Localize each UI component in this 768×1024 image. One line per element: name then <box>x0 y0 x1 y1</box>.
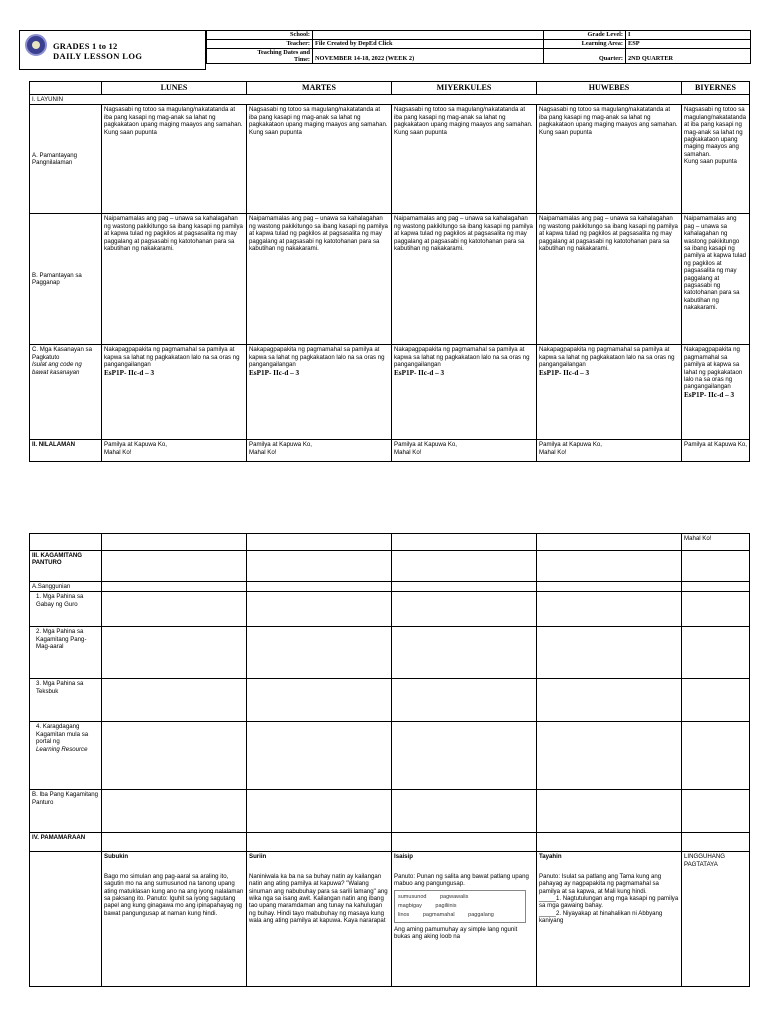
pamamaraan-lunes[interactable] <box>102 833 247 852</box>
row-label-teksbuk: 3. Mga Pahina sa Teksbuk <box>30 679 102 722</box>
gabay-huwebes[interactable] <box>537 592 682 627</box>
karagdagan-huwebes[interactable] <box>537 722 682 790</box>
iba-pang-miyerkules[interactable] <box>392 790 537 833</box>
nilalaman-text1: Pamilya at Kapuwa Ko, <box>104 441 168 449</box>
quarter-value[interactable]: 2ND QUARTER <box>626 49 751 64</box>
teksbuk-miyerkules[interactable] <box>392 679 537 722</box>
word-bank-box <box>394 890 526 923</box>
karagdagan-miyerkules[interactable] <box>392 722 537 790</box>
nilalaman-text2: Mahal Ko! <box>539 448 567 456</box>
tayahin-item-1: _____1. Nagtutulungan ang mga kasapi ng pamilya sa mga gawaing bahay. <box>539 895 679 910</box>
word-bank-item: paggalang <box>468 911 494 918</box>
karagdagan-lunes[interactable] <box>102 722 247 790</box>
pamantayang-text: Nagsasabi ng totoo sa magulang/nakatatanda at iba pang kasapi ng mag-anak sa lahat ng pagkakataon upang maging maayos ang samahan. <box>394 106 533 129</box>
section-pamamaraan: IV. PAMAMARAAN <box>30 833 102 852</box>
cell-pagganap-miyerkules[interactable]: Naipamamalas ang pag – unawa sa kahalagahan ng wastong pakikitungo sa ibang kasapi ng pamilya at kapwa tulad ng pagkilos at pagsasalita ng may paggalang at pagsasabi ng katotohanan para sa kabutihan ng nakakarami. <box>392 214 537 345</box>
suriin-title: Suriin <box>249 853 267 861</box>
day-header-martes: MARTES <box>247 82 392 95</box>
cell-pamantayang-huwebes[interactable] <box>537 105 682 214</box>
mag-aaral-miyerkules[interactable] <box>392 627 537 679</box>
nilalaman-text2: Mahal Ko! <box>104 448 132 456</box>
cell-nilalaman-martes[interactable] <box>247 440 392 462</box>
kasanayan-note: Isulat ang code ng bawat kasanayan <box>32 361 82 376</box>
tayahin-item-2: _____2. Niyayakap at hinahalikan ni Abbyang kaniyang <box>539 909 663 925</box>
form-title-line1: GRADES 1 to 12 <box>53 41 118 51</box>
day-header-biyernes: BIYERNES <box>682 82 750 95</box>
nilalaman-text1: Pamilya at Kapuwa Ko, <box>684 441 748 449</box>
kasanayan-text: Nakapagpapakita ng pagmamahal sa pamilya at kapwa sa lahat ng pagkakataon lalo na sa oras ng pangangailangan <box>249 346 385 369</box>
kasanayan-label: C. Mga Kasanayan sa Pagkatuto <box>32 346 92 361</box>
lesson-log-table-page2 <box>29 533 750 987</box>
sanggunian-martes[interactable] <box>247 582 392 592</box>
continuation-blank <box>30 534 102 551</box>
competency-code: EsP1P- IIc-d – 3 <box>394 368 445 377</box>
cell-lingguhang-pagtataya[interactable]: LINGGUHANG PAGTATAYA <box>682 852 750 987</box>
sanggunian-lunes[interactable] <box>102 582 247 592</box>
kasanayan-text: Nakapagpapakita ng pagmamahal sa pamilya at kapwa sa lahat ng pagkakataon lalo na sa oras ng pangangailangan <box>539 346 675 369</box>
karagdagan-martes[interactable] <box>247 722 392 790</box>
iba-pang-huwebes[interactable] <box>537 790 682 833</box>
cell-nilalaman-lunes[interactable] <box>102 440 247 462</box>
nilalaman-text1: Pamilya at Kapuwa Ko, <box>394 441 458 449</box>
day-header-miyerkules: MIYERKULES <box>392 82 537 95</box>
teaching-dates-value[interactable]: NOVEMBER 14-18, 2022 (WEEK 2) <box>313 49 544 64</box>
kagamitang-biyernes[interactable] <box>682 551 750 582</box>
subukin-body: Bago mo simulan ang pag-aaral sa araling ito, sagutin mo na ang sumusunod na tanong upang ating matuklasan kung ano na ang iyong nalalaman sa paksang ito. Panuto: Iguhit sa iyong sagutang papel ang kung ginagawa mo ang ipinapahayag ng bawat pangungusap at naman kung hindi. <box>104 872 244 917</box>
header-logo-box <box>19 30 206 70</box>
cell-subukin[interactable] <box>102 852 247 987</box>
suriin-body: Naniniwala ka ba na sa buhay natin ay kailangan natin ang ating pamilya at kapuwa? "Walang sinuman ang nabubuhay para sa sarili lamang" ang wika nga sa isang awit. Kailangan natin ang ibang tao upang maramdaman ang tunay na kahulugan ng buhay. Hindi tayo mabubuhay ng masaya kung wala ang ating pamilya at kapuwa. Kaya nararapat <box>249 872 388 925</box>
teksbuk-lunes[interactable] <box>102 679 247 722</box>
sanggunian-biyernes[interactable] <box>682 582 750 592</box>
kagamitang-martes[interactable] <box>247 551 392 582</box>
section-nilalaman: II. NILALAMAN <box>30 440 102 462</box>
teksbuk-biyernes[interactable] <box>682 679 750 722</box>
section-layunin: I. LAYUNIN <box>30 95 750 105</box>
deped-seal-icon <box>25 34 47 56</box>
cell-tayahin[interactable] <box>537 852 682 987</box>
mag-aaral-lunes[interactable] <box>102 627 247 679</box>
pamantayang-text: Nagsasabi ng totoo sa magulang/nakatatanda at iba pang kasapi ng mag-anak sa lahat ng pagkakataon upang maging maayos ang samahan. <box>539 106 678 129</box>
cell-kasanayan-lunes[interactable] <box>102 345 247 440</box>
row-label-pamantayan-sa-pagganap: B. Pamantayan sa Pagganap <box>30 214 102 345</box>
nilalaman-text2: Mahal Ko! <box>394 448 422 456</box>
teaching-dates-label-1: Teaching Dates and <box>257 49 310 56</box>
word-bank-item: pagiliinis <box>435 902 457 909</box>
iba-pang-biyernes[interactable] <box>682 790 750 833</box>
cell-kasanayan-huwebes[interactable] <box>537 345 682 440</box>
pamamaraan-miyerkules[interactable] <box>392 833 537 852</box>
day-header-huwebes: HUWEBES <box>537 82 682 95</box>
cell-pamantayang-miyerkules[interactable] <box>392 105 537 214</box>
teaching-dates-label-2: Time: <box>294 56 310 63</box>
pamantayang-text2: Kung saan pupunta <box>539 128 592 136</box>
cell-pamantayang-lunes[interactable] <box>102 105 247 214</box>
kagamitang-miyerkules[interactable] <box>392 551 537 582</box>
cell-nilalaman-miyerkules[interactable] <box>392 440 537 462</box>
competency-code: EsP1P- IIc-d – 3 <box>249 368 300 377</box>
cell-kasanayan-biyernes[interactable] <box>682 345 750 440</box>
competency-code: EsP1P- IIc-d – 3 <box>539 368 590 377</box>
learning-area-label: Learning Area: <box>544 40 626 49</box>
cell-pagganap-lunes[interactable]: Naipamamalas ang pag – unawa sa kahalagahan ng wastong pakikitungo sa ibang kasapi ng pamilya at kapwa tulad ng pagkilos at pagsasalita ng may paggalang at pagsasabi ng katotohanan para sa kabutihan ng nakakarami. <box>102 214 247 345</box>
word-bank-item: linos <box>398 911 410 918</box>
section-kagamitang-panturo: III. KAGAMITANG PANTURO <box>30 551 102 582</box>
row-label-sanggunian: A.Sanggunian <box>30 582 102 592</box>
word-bank-item: magbigay <box>398 902 422 909</box>
word-bank-item: sumusunod <box>398 893 427 900</box>
school-value[interactable] <box>313 31 544 40</box>
gabay-lunes[interactable] <box>102 592 247 627</box>
iba-pang-martes[interactable] <box>247 790 392 833</box>
cell-pagganap-martes[interactable]: Naipamamalas ang pag – unawa sa kahalagahan ng wastong pakikitungo sa ibang kasapi ng pamilya at kapwa tulad ng pagkilos at pagsasalita ng may paggalang at pagsasabi ng katotohanan para sa kabutihan ng nakakarami. <box>247 214 392 345</box>
subukin-title: Subukin <box>104 853 129 861</box>
pamantayang-text2: Kung saan pupunta <box>394 128 447 136</box>
karagdagan-biyernes[interactable] <box>682 722 750 790</box>
day-header-lunes: LUNES <box>102 82 247 95</box>
teacher-label: Teacher: <box>207 40 313 49</box>
word-bank-item: pagmamahal <box>422 911 455 918</box>
tayahin-body: Panuto: Isulat sa patlang ang Tama kung ang pahayag ay nagpapakita ng pagmamahal sa pamilya at sa kapwa, at Mali kung hindi. <box>539 872 662 895</box>
row-label-karagdagang-kagamitan <box>30 722 102 790</box>
nilalaman-text1: Pamilya at Kapuwa Ko, <box>249 441 313 449</box>
cell-nilalaman-biyernes[interactable] <box>682 440 750 462</box>
pamantayang-text: Nagsasabi ng totoo sa magulang/nakatatanda at iba pang kasapi ng mag-anak sa lahat ng pagkakataon upang maging maayos ang samahan. <box>684 106 747 158</box>
cell-kasanayan-martes[interactable] <box>247 345 392 440</box>
karagdagan-label: 4. Karagdagang Kagamitan mula sa portal ng <box>36 723 89 746</box>
kagamitang-lunes[interactable] <box>102 551 247 582</box>
gabay-miyerkules[interactable] <box>392 592 537 627</box>
cont-cell-huwebes[interactable] <box>537 534 682 551</box>
pamamaraan-huwebes[interactable] <box>537 833 682 852</box>
corner-cell <box>30 82 102 95</box>
pamantayang-text2: Kung saan pupunta <box>249 128 302 136</box>
cell-kasanayan-miyerkules[interactable] <box>392 345 537 440</box>
cell-suriin[interactable] <box>247 852 392 987</box>
teacher-value[interactable]: File Created by DepEd Click <box>313 40 544 49</box>
karagdagan-note: Learning Resource <box>36 745 88 753</box>
cell-pamantayang-biyernes[interactable] <box>682 105 750 214</box>
header-info-table <box>206 30 751 64</box>
learning-area-value[interactable]: ESP <box>626 40 751 49</box>
pamantayang-text2: Kung saan pupunta <box>104 128 157 136</box>
pamamaraan-biyernes[interactable] <box>682 833 750 852</box>
cont-cell-biyernes[interactable]: Mahal Ko! <box>682 534 750 551</box>
nilalaman-text1: Pamilya at Kapuwa Ko, <box>539 441 603 449</box>
cell-nilalaman-huwebes[interactable] <box>537 440 682 462</box>
kasanayan-text: Nakapagpapakita ng pagmamahal sa pamilya at kapwa sa lahat ng pagkakataon lalo na sa oras ng pangangailangan <box>684 346 743 391</box>
kasanayan-text: Nakapagpapakita ng pagmamahal sa pamilya at kapwa sa lahat ng pagkakataon lalo na sa oras ng pangangailangan <box>394 346 530 369</box>
cont-cell-lunes[interactable] <box>102 534 247 551</box>
lesson-log-table-page1 <box>29 81 750 462</box>
row-label-gabay-ng-guro: 1. Mga Pahina sa Gabay ng Guro <box>30 592 102 627</box>
isaisip-body: Panuto: Punan ng salita ang bawat patlang upang mabuo ang pangungusap. <box>394 872 529 888</box>
cell-pamantayang-martes[interactable] <box>247 105 392 214</box>
grade-level-label: Grade Level: <box>544 31 626 40</box>
teaching-dates-label <box>207 49 313 64</box>
sanggunian-huwebes[interactable] <box>537 582 682 592</box>
form-title-line2: DAILY LESSON LOG <box>53 51 143 61</box>
cell-isaisip[interactable] <box>392 852 537 987</box>
kasanayan-text: Nakapagpapakita ng pagmamahal sa pamilya at kapwa sa lahat ng pagkakataon lalo na sa oras ng pangangailangan <box>104 346 240 369</box>
competency-code: EsP1P- IIc-d – 3 <box>684 390 735 399</box>
school-label: School: <box>207 31 313 40</box>
mag-aaral-biyernes[interactable] <box>682 627 750 679</box>
row-label-pamantayang-pangnilalaman: A. Pamantayang Pangnilalaman <box>30 105 102 214</box>
grade-level-value[interactable]: I <box>626 31 751 40</box>
iba-pang-lunes[interactable] <box>102 790 247 833</box>
word-bank-item: pagwawalis <box>439 893 469 900</box>
competency-code: EsP1P- IIc-d – 3 <box>104 368 155 377</box>
kagamitang-huwebes[interactable] <box>537 551 682 582</box>
row-label-iba-pang-kagamitan: B. Iba Pang Kagamitang Panturo <box>30 790 102 833</box>
mag-aaral-huwebes[interactable] <box>537 627 682 679</box>
pamamaraan-blank <box>30 852 102 987</box>
isaisip-body2: Ang aming pamumuhay ay simple lang ngunit bukas ang aking loob na <box>394 925 518 941</box>
cont-cell-miyerkules[interactable] <box>392 534 537 551</box>
row-label-kagamitang-mag-aaral: 2. Mga Pahina sa Kagamitang Pang-Mag-aaral <box>30 627 102 679</box>
pamantayang-text: Nagsasabi ng totoo sa magulang/nakatatanda at iba pang kasapi ng mag-anak sa lahat ng pagkakataon upang maging maayos ang samahan. <box>249 106 388 129</box>
cont-cell-martes[interactable] <box>247 534 392 551</box>
cell-pagganap-biyernes[interactable]: Naipamamalas ang pag – unawa sa kahalagahan ng wastong pakikitungo sa ibang kasapi ng pamilya at kapwa tulad ng pagkilos at pagsasalita ng may paggalang at pagsasabi ng katotohanan para sa kabutihan ng nakakarami. <box>682 214 750 345</box>
tayahin-title: Tayahin <box>539 853 562 861</box>
pamamaraan-martes[interactable] <box>247 833 392 852</box>
isaisip-title: Isaisip <box>394 853 413 861</box>
pamantayang-text: Nagsasabi ng totoo sa magulang/nakatatanda at iba pang kasapi ng mag-anak sa lahat ng pagkakataon upang maging maayos ang samahan. <box>104 106 243 129</box>
nilalaman-text2: Mahal Ko! <box>249 448 277 456</box>
quarter-label: Quarter: <box>544 49 626 64</box>
mag-aaral-martes[interactable] <box>247 627 392 679</box>
row-label-kasanayan <box>30 345 102 440</box>
teksbuk-huwebes[interactable] <box>537 679 682 722</box>
cell-pagganap-huwebes[interactable]: Naipamamalas ang pag – unawa sa kahalagahan ng wastong pakikitungo sa ibang kasapi ng pamilya at kapwa tulad ng pagkilos at pagsasalita ng may paggalang at pagsasabi ng katotohanan para sa kabutihan ng nakakarami. <box>537 214 682 345</box>
gabay-martes[interactable] <box>247 592 392 627</box>
pamantayang-text2: Kung saan pupunta <box>684 158 737 166</box>
sanggunian-miyerkules[interactable] <box>392 582 537 592</box>
gabay-biyernes[interactable] <box>682 592 750 627</box>
teksbuk-martes[interactable] <box>247 679 392 722</box>
